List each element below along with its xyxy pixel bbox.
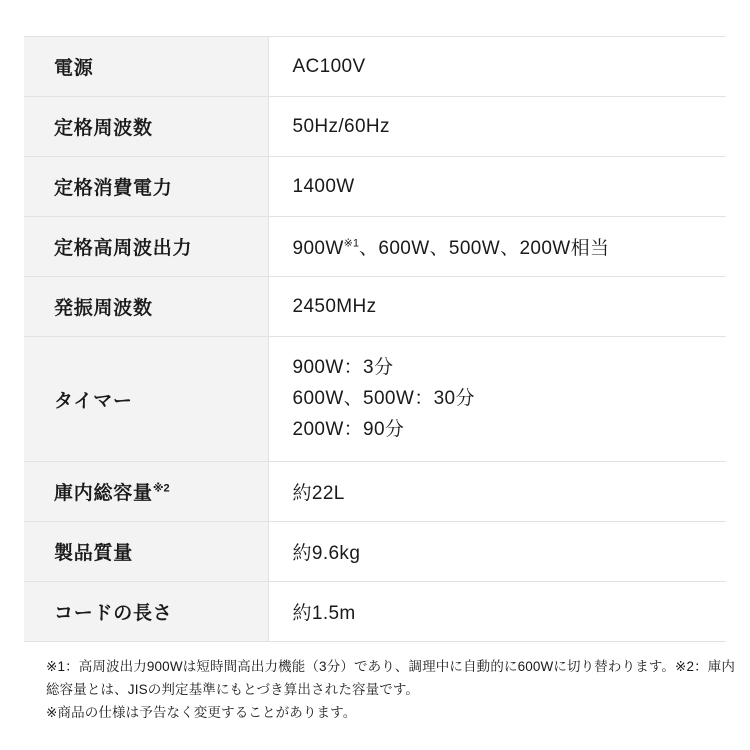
table-row xyxy=(24,97,726,157)
label-text: 庫内総容量 xyxy=(54,483,153,505)
label-text: 製品質量 xyxy=(54,543,134,565)
value-text: AC100V xyxy=(292,55,366,77)
table-row xyxy=(24,157,726,217)
row-label-product-weight xyxy=(24,522,268,582)
row-value-rated-power-consumption xyxy=(268,157,726,217)
value-text-prefix: 900W xyxy=(292,238,344,259)
row-value-rated-frequency xyxy=(268,97,726,157)
row-value-timer xyxy=(268,337,726,462)
value-text: 2450MHz xyxy=(292,295,377,317)
timer-line-900w: 900W：3分 xyxy=(292,357,394,378)
timer-line-600w-500w: 600W、500W：30分 xyxy=(292,387,475,409)
table-row xyxy=(24,37,726,97)
value-text: 約22L xyxy=(292,483,345,505)
label-text: 定格周波数 xyxy=(54,118,153,139)
row-label-power-source xyxy=(24,37,268,97)
table-row xyxy=(24,217,726,277)
row-label-total-capacity xyxy=(24,462,268,522)
footnote-line-1: ※1：高周波出力900Wは短時間高出力機能（3分）であり、調理中に自動的に600Wに切り替わります。※2：庫内総容量とは、JISの判定基準にもとづき算出された容量です。 xyxy=(46,659,736,697)
value-text: 約9.6kg xyxy=(292,543,361,565)
row-value-power-source xyxy=(268,37,726,97)
label-text: コードの長さ xyxy=(54,603,173,625)
row-value-total-capacity xyxy=(268,462,726,522)
value-text: 約1.5m xyxy=(292,603,356,625)
row-label-oscillation-frequency xyxy=(24,277,268,337)
footnotes xyxy=(46,656,746,724)
table-row xyxy=(24,462,726,522)
label-text: 発振周波数 xyxy=(54,298,153,319)
row-label-rated-microwave-output xyxy=(24,217,268,277)
row-label-timer xyxy=(24,337,268,462)
footnote-line-2: ※商品の仕様は予告なく変更することがあります。 xyxy=(46,704,357,720)
specification-table xyxy=(24,36,726,642)
label-text: 電源 xyxy=(54,58,94,79)
row-label-cord-length xyxy=(24,582,268,642)
row-value-cord-length xyxy=(268,582,726,642)
table-row xyxy=(24,277,726,337)
table-row xyxy=(24,522,726,582)
timer-line-200w: 200W：90分 xyxy=(292,418,405,440)
label-text: 定格消費電力 xyxy=(54,178,173,199)
value-text: 1400W xyxy=(292,175,355,197)
row-label-rated-frequency xyxy=(24,97,268,157)
value-text-suffix: 、600W、500W、200W相当 xyxy=(359,238,610,259)
label-text: タイマー xyxy=(54,390,133,412)
table-row xyxy=(24,582,726,642)
label-text: 定格高周波出力 xyxy=(54,238,193,259)
row-value-oscillation-frequency xyxy=(268,277,726,337)
row-value-rated-microwave-output xyxy=(268,217,726,277)
value-text: 50Hz/60Hz xyxy=(292,115,390,137)
table-row xyxy=(24,337,726,462)
row-label-rated-power-consumption xyxy=(24,157,268,217)
footnote-marker-1: ※1 xyxy=(343,237,359,250)
row-value-product-weight xyxy=(268,522,726,582)
footnote-marker-2: ※2 xyxy=(152,482,170,495)
